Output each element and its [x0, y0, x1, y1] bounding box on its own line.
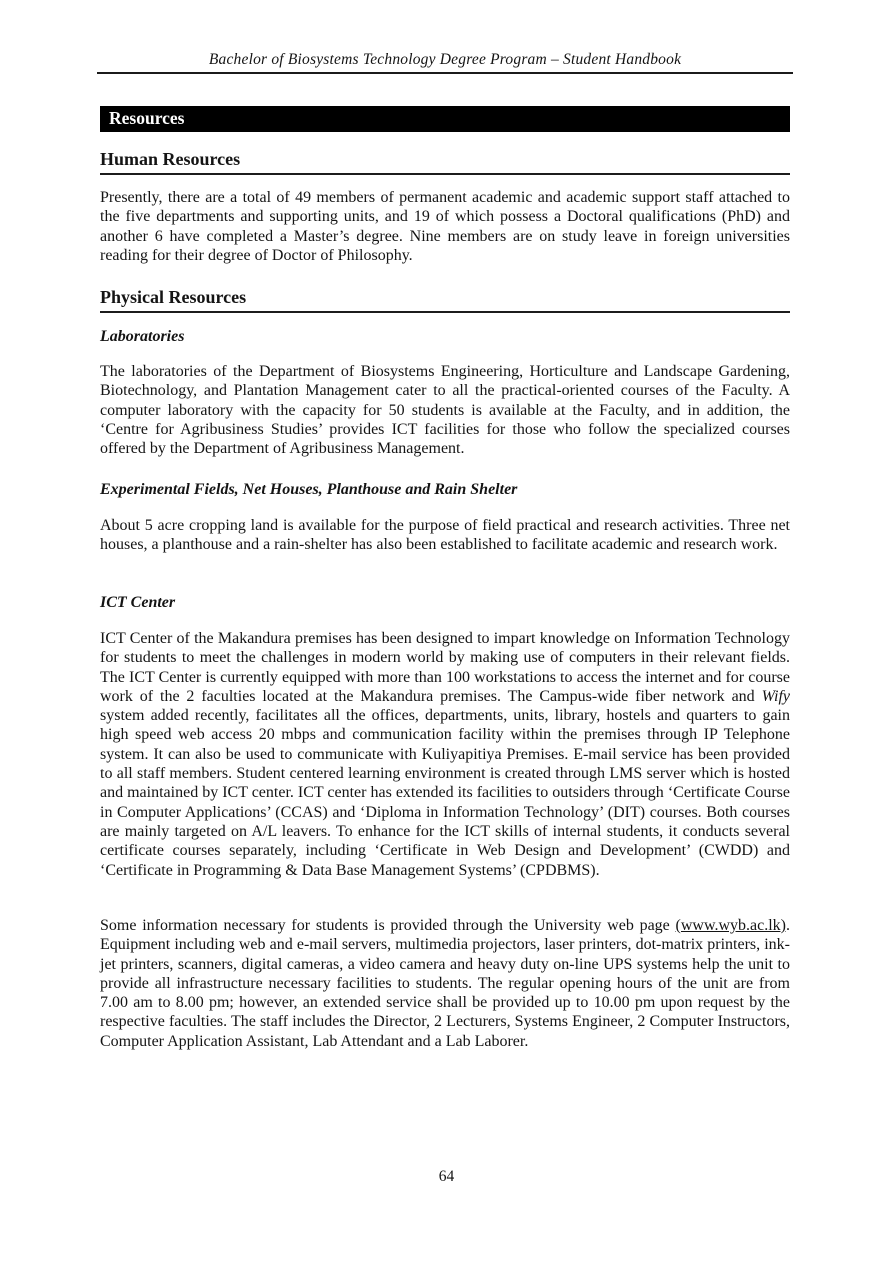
subheading-laboratories: Laboratories: [100, 328, 185, 345]
wify-italic-text: Wify: [761, 687, 790, 705]
paragraph-laboratories: The laboratories of the Department of Biosystems Engineering, Horticulture and Landscape Gardening, Biotechnology, and Plantation Management cater to all the practical-oriented courses of the Faculty. A computer laboratory with the capacity for 50 students is available at the Faculty, and in addition, the ‘Centre for Agribusiness Studies’ provides ICT facilities for those who follow the specialized courses offered by the Department of Agribusiness Management.: [100, 363, 790, 458]
heading-human-resources: Human Resources: [100, 149, 790, 175]
website-link[interactable]: (www.wyb.ac.lk): [675, 917, 786, 934]
header-rule: [97, 72, 793, 74]
webpage-paragraph-text-b: . Equipment including web and e-mail servers, multimedia projectors, laser printers, dot-matrix printers, ink-jet printers, scanners, digital cameras, a video camera and heavy duty on-line UPS systems help the unit to provide all infrastructure necessary facilities to students. The regular opening hours of the unit are from 7.00 am to 8.00 pm; however, an extended service shall be provided up to 10.00 pm upon request by the respective faculties. The staff includes the Director, 2 Lecturers, Systems Engineer, 2 Computer Instructors, Computer Application Assistant, Lab Attendant and a Lab Laborer.: [100, 917, 790, 1050]
ict-paragraph-text-b: system added recently, facilitates all the offices, departments, units, library, hostels and quarters to gain high speed web access 20 mbps and communication facility within the premises through IP Telephone system. It can also be used to communicate with Kuliyapitiya Premises. E-mail service has been provided to all staff members. Student centered learning environment is created through LMS server which is hosted and maintained by ICT center. ICT center has extended its facilities to outsiders through ‘Certificate Course in Computer Applications’ (CCAS) and ‘Diploma in Information Technology’ (DIT) courses. Both courses are mainly targeted on A/L leavers. To enhance for the ICT skills of internal students, it conducts several certificate courses separately, including ‘Certificate in Web Design and Development’ (CWDD) and ‘Certificate in Programming & Data Base Management Systems’ (CPDBMS).: [100, 707, 790, 879]
subheading-ict-center: ICT Center: [100, 594, 176, 611]
running-header-title: Bachelor of Biosystems Technology Degree Program – Student Handbook: [208, 51, 682, 68]
ict-paragraph-text-a: ICT Center of the Makandura premises has been designed to impart knowledge on Information Technology for students to meet the challenges in modern world by making use of computers in their relevant fields. The ICT Center is currently equipped with more than 100 workstations to access the internet and for course work of the 2 faculties located at the Makandura premises. The Campus-wide fiber network and: [100, 630, 790, 705]
subheading-experimental-fields: Experimental Fields, Net Houses, Planthouse and Rain Shelter: [100, 481, 518, 498]
paragraph-ict-center: [100, 629, 790, 880]
webpage-paragraph-text-a: Some information necessary for students is provided through the University web page: [100, 917, 676, 934]
heading-physical-resources: Physical Resources: [100, 287, 790, 313]
section-bar-label: Resources: [109, 108, 185, 128]
paragraph-university-webpage: [100, 916, 790, 1051]
page-number: 64: [438, 1168, 455, 1185]
paragraph-human-resources: Presently, there are a total of 49 members of permanent academic and academic support staff attached to the five departments and supporting units, and 19 of which possess a Doctoral qualifications (PhD) and another 6 have completed a Master’s degree. Nine members are on study leave in foreign universities reading for their degree of Doctor of Philosophy.: [100, 189, 790, 264]
section-bar-resources: [100, 106, 790, 132]
paragraph-experimental-fields: About 5 acre cropping land is available for the purpose of field practical and research activities. Three net houses, a planthouse and a rain-shelter has also been established to facilitate academic and research work.: [100, 517, 790, 554]
